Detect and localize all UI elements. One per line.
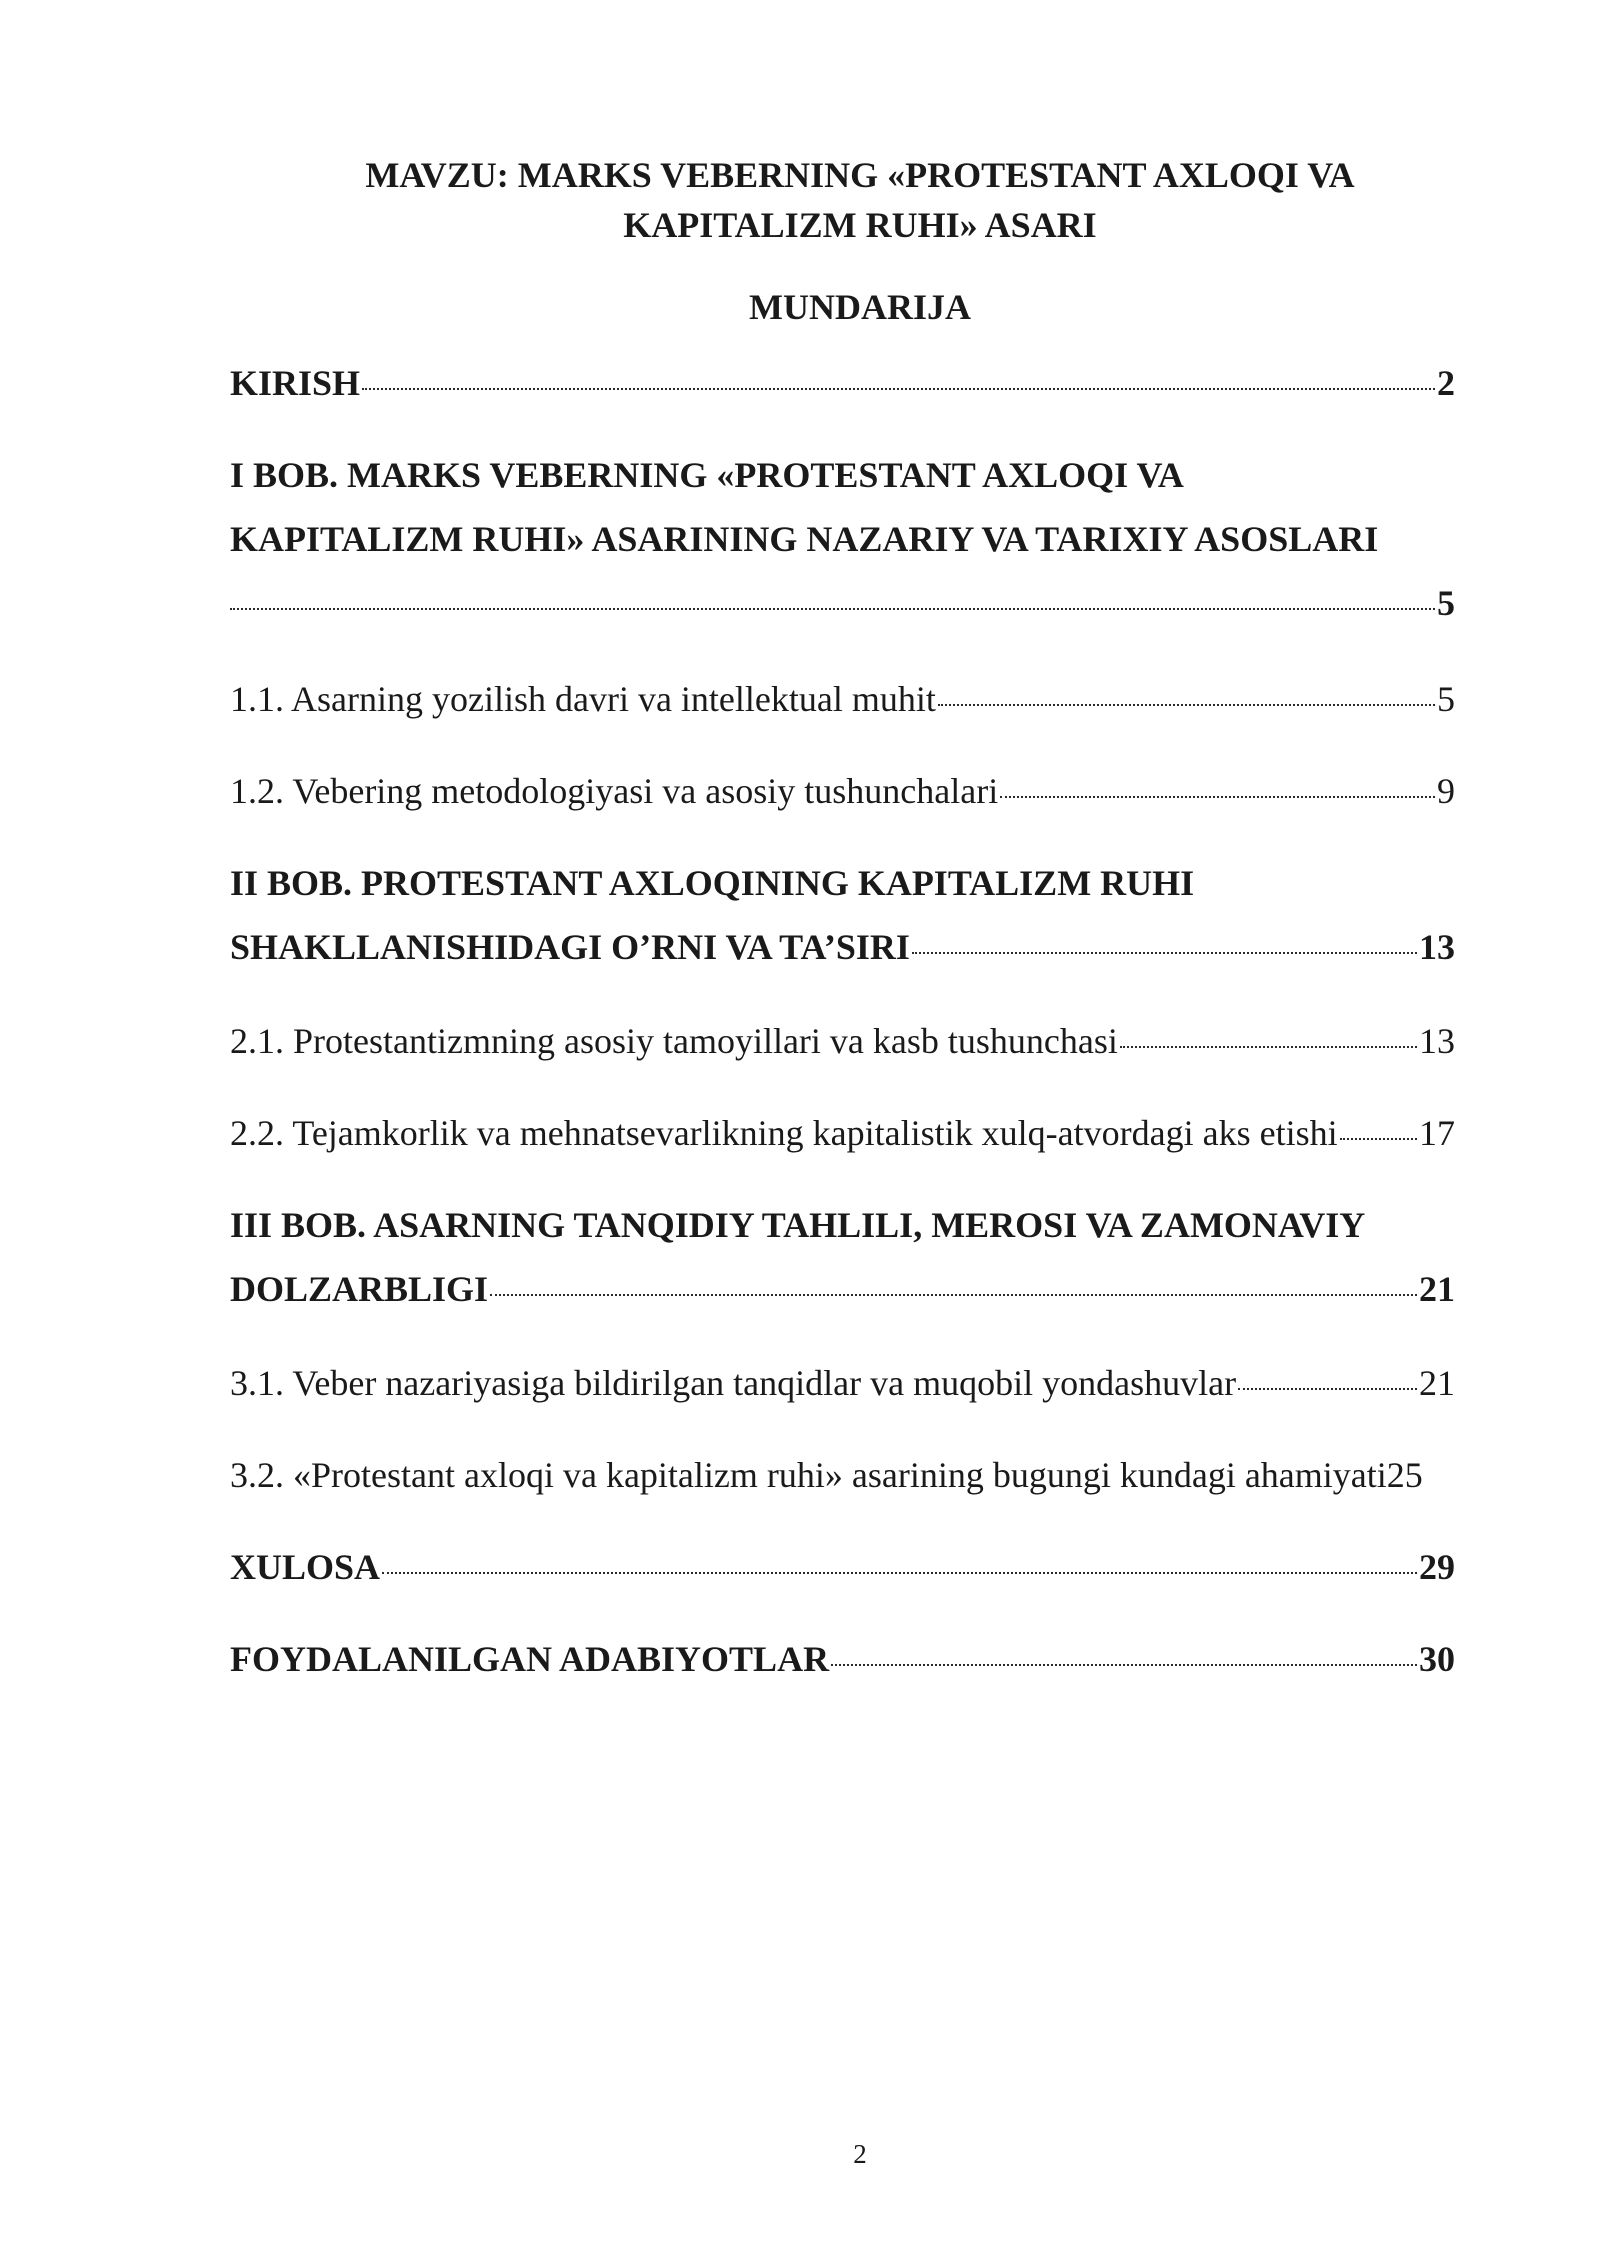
toc-entry-chapter-1[interactable] — [230, 452, 1455, 626]
toc-page-number: 25 — [1386, 1455, 1423, 1495]
dot-leader — [362, 388, 1435, 390]
toc-entry-section-2-2[interactable] — [230, 1110, 1455, 1156]
toc-page-number: 5 — [1437, 679, 1455, 719]
toc-page-number: 2 — [1437, 363, 1455, 403]
toc-page-number: 5 — [1437, 583, 1455, 623]
toc-page-number: 9 — [1437, 771, 1455, 811]
toc-page-number: 29 — [1419, 1547, 1455, 1587]
toc-entry-label: 2.2. Tejamkorlik va mehnatsevarlikning kapitalistik xulq-atvordagi aks etishi — [230, 1113, 1338, 1153]
toc-entry-section-3-1[interactable] — [230, 1360, 1455, 1406]
dot-leader — [1238, 1388, 1417, 1390]
toc-entry-conclusion[interactable] — [230, 1544, 1455, 1590]
dot-leader — [831, 1664, 1417, 1666]
toc-entry-label: XULOSA — [230, 1547, 381, 1587]
title-line-1: MAVZU: MARKS VEBERNING «PROTESTANT AXLOQI VA — [365, 155, 1355, 195]
toc-entry-section-1-1[interactable] — [230, 676, 1455, 722]
dot-leader — [938, 704, 1435, 706]
toc-entry-label-line-2: DOLZARBLIGI — [230, 1269, 489, 1309]
dot-leader — [1000, 796, 1435, 798]
toc-page-number: 17 — [1419, 1113, 1455, 1153]
document-title — [330, 150, 1390, 250]
toc-entry-label-line-1: I BOB. MARKS VEBERNING «PROTESTANT AXLOQI VA — [230, 455, 1184, 495]
toc-entry-section-2-1[interactable] — [230, 1018, 1455, 1064]
toc-entry-label: 1.1. Asarning yozilish davri va intellektual muhit — [230, 679, 936, 719]
toc-page-number: 13 — [1419, 927, 1455, 967]
toc-entry-label: 3.2. «Protestant axloqi va kapitalizm ruhi» asarining bugungi kundagi ahamiyati — [230, 1455, 1387, 1495]
dot-leader — [912, 952, 1417, 954]
toc-page-number: 30 — [1419, 1639, 1455, 1679]
dot-leader — [1120, 1046, 1417, 1048]
dot-leader — [490, 1294, 1417, 1296]
toc-entry-label-line-1: III BOB. ASARNING TANQIDIY TAHLILI, MEROSI VA ZAMONAVIY — [230, 1205, 1366, 1245]
page-footer-number: 2 — [853, 2139, 867, 2169]
dot-leader — [1340, 1138, 1417, 1140]
toc-entry-label: FOYDALANILGAN ADABIYOTLAR — [230, 1639, 830, 1679]
dot-leader — [230, 608, 1435, 610]
toc-entry-label: 1.2. Vebering metodologiyasi va asosiy tushunchalari — [230, 771, 999, 811]
toc-entry-label: KIRISH — [230, 363, 361, 403]
title-line-2: KAPITALIZM RUHI» ASARI — [623, 205, 1097, 245]
toc-heading: MUNDARIJA — [749, 287, 971, 327]
toc-page-number: 21 — [1419, 1363, 1455, 1403]
toc-entry-label-line-2: KAPITALIZM RUHI» ASARINING NAZARIY VA TARIXIY ASOSLARI — [230, 519, 1379, 559]
toc-entry-label: 2.1. Protestantizmning asosiy tamoyillari va kasb tushunchasi — [230, 1021, 1118, 1061]
toc-entry-label-line-1: II BOB. PROTESTANT AXLOQINING KAPITALIZM RUHI — [230, 863, 1195, 903]
toc-entry-references[interactable] — [230, 1636, 1455, 1682]
toc-entry-label-line-2: SHAKLLANISHIDAGI O’RNI VA TA’SIRI — [230, 927, 910, 967]
dot-leader — [382, 1572, 1417, 1574]
toc-entry-section-3-2[interactable] — [230, 1452, 1530, 1498]
toc-entry-chapter-2[interactable] — [230, 860, 1455, 970]
toc-page-number: 13 — [1419, 1021, 1455, 1061]
toc-entry-label: 3.1. Veber nazariyasiga bildirilgan tanqidlar va muqobil yondashuvlar — [230, 1363, 1237, 1403]
toc-entry-intro[interactable] — [230, 360, 1455, 406]
toc-entry-chapter-3[interactable] — [230, 1202, 1455, 1312]
toc-entry-section-1-2[interactable] — [230, 768, 1455, 814]
toc-page-number: 21 — [1419, 1269, 1455, 1309]
